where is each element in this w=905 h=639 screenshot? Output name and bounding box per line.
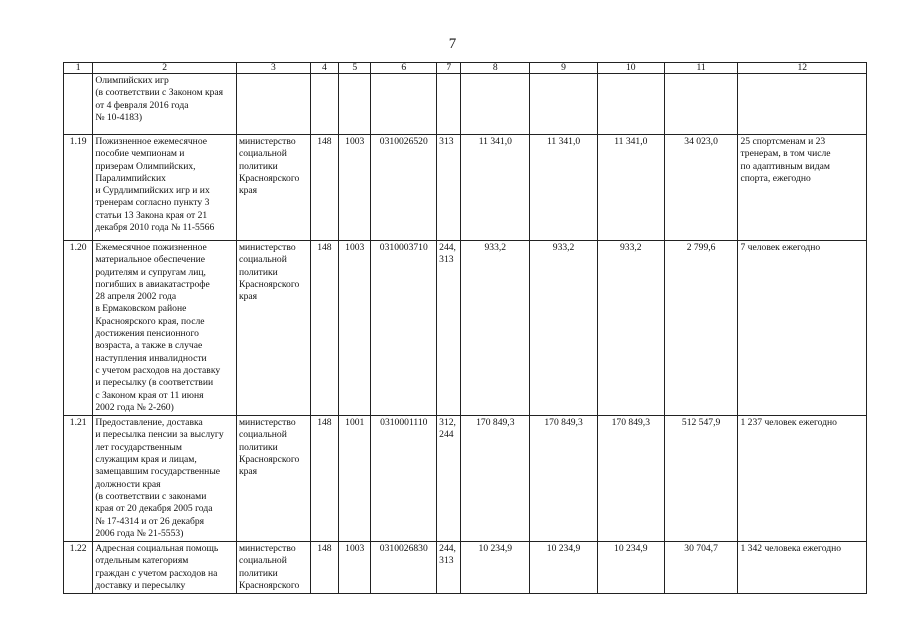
table-cell-ministry: министерство социальной политики Красноярского края [236, 135, 310, 241]
table-cell-name: Адресная социальная помощь отдельным категориям граждан с учетом расходов на доставку и пересылку [93, 542, 237, 594]
table-cell-c10: 170 849,3 [597, 416, 664, 542]
table-cell-c9: 933,2 [530, 241, 598, 416]
table-cell-name: Ежемесячное пожизненное материальное обеспечение родителям и супругам лиц, погибших в авиакатастрофе 28 апреля 2002 года в Ермаковском районе Красноярского края, после достижения пенсионного возраста, а также в случае наступления инвалидности с учетом расходов на доставку и пересылку (в соответствии с Законом края от 11 июня 2002 года № 2-260) [93, 241, 237, 416]
header-row [64, 63, 867, 74]
table-cell-c8: 11 341,0 [461, 135, 530, 241]
table-cell-c10: 11 341,0 [597, 135, 664, 241]
table-cell-no: 1.21 [64, 416, 93, 542]
header-cell: 2 [93, 63, 237, 74]
table-cell-c5: 1003 [339, 241, 371, 416]
table-cell-c6: 0310003710 [371, 241, 437, 416]
table-cell-c12: 7 человек ежегодно [738, 241, 867, 416]
program-table [63, 62, 867, 594]
page-number: 7 [448, 36, 457, 52]
table-cell-c8 [461, 74, 530, 135]
table-cell-ministry: министерство социальной политики Красноярского края [236, 416, 310, 542]
table-cell-c7 [437, 74, 461, 135]
table-cell-no [64, 74, 93, 135]
table-cell-c11: 34 023,0 [664, 135, 738, 241]
table-cell-c4: 148 [310, 542, 338, 594]
header-cell: 6 [371, 63, 437, 74]
table-cell-c9: 170 849,3 [530, 416, 598, 542]
table-cell-c9 [530, 74, 598, 135]
table-cell-no: 1.20 [64, 241, 93, 416]
table-row [64, 135, 867, 241]
table-cell-name: Олимпийских игр (в соответствии с Законом края от 4 февраля 2016 года № 10-4183) [93, 74, 237, 135]
table-cell-c10: 10 234,9 [597, 542, 664, 594]
table-cell-c4: 148 [310, 135, 338, 241]
table-cell-c12 [738, 74, 867, 135]
header-cell: 11 [664, 63, 738, 74]
table-cell-c4: 148 [310, 416, 338, 542]
table-row [64, 542, 867, 594]
header-cell: 5 [339, 63, 371, 74]
table-cell-c5 [339, 74, 371, 135]
table-row [64, 416, 867, 542]
table-cell-c7: 244, 313 [437, 241, 461, 416]
table-cell-c4 [310, 74, 338, 135]
table-cell-ministry: министерство социальной политики Красноярского [236, 542, 310, 594]
table-cell-name: Предоставление, доставка и пересылка пенсии за выслугу лет государственным служащим края и лицам, замещавшим государственные должности края (в соответствии с законами края от 20 декабря 2005 года № 17-4314 и от 26 декабря 2006 года № 21-5553) [93, 416, 237, 542]
table-cell-c5: 1003 [339, 135, 371, 241]
table-row [64, 74, 867, 135]
table-cell-c5: 1001 [339, 416, 371, 542]
table-cell-c12: 1 237 человек ежегодно [738, 416, 867, 542]
header-cell: 9 [530, 63, 598, 74]
table-cell-c6: 0310026520 [371, 135, 437, 241]
table-cell-c6: 0310026830 [371, 542, 437, 594]
table-cell-c7: 313 [437, 135, 461, 241]
table-cell-c11: 30 704,7 [664, 542, 738, 594]
table-cell-c4: 148 [310, 241, 338, 416]
header-cell: 10 [597, 63, 664, 74]
table-cell-c11: 512 547,9 [664, 416, 738, 542]
header-cell: 4 [310, 63, 338, 74]
table-cell-c9: 10 234,9 [530, 542, 598, 594]
table-cell-c6: 0310001110 [371, 416, 437, 542]
table-cell-c9: 11 341,0 [530, 135, 598, 241]
table-cell-c12: 25 спортсменам и 23 тренерам, в том числе по адаптивным видам спорта, ежегодно [738, 135, 867, 241]
table-cell-c11 [664, 74, 738, 135]
header-cell: 1 [64, 63, 93, 74]
table-cell-c7: 244, 313 [437, 542, 461, 594]
table-cell-name: Пожизненное ежемесячное пособие чемпионам и призерам Олимпийских, Паралимпийских и Сурдлимпийских игр и их тренерам согласно пункту 3 статьи 13 Закона края от 21 декабря 2010 года № 11-5566 [93, 135, 237, 241]
header-cell: 8 [461, 63, 530, 74]
table-cell-c8: 170 849,3 [461, 416, 530, 542]
table-cell-c8: 10 234,9 [461, 542, 530, 594]
header-cell: 12 [738, 63, 867, 74]
table-cell-c10 [597, 74, 664, 135]
table-cell-c6 [371, 74, 437, 135]
table-cell-c11: 2 799,6 [664, 241, 738, 416]
table-cell-no: 1.22 [64, 542, 93, 594]
table-cell-c12: 1 342 человека ежегодно [738, 542, 867, 594]
table-cell-c7: 312, 244 [437, 416, 461, 542]
table-cell-c8: 933,2 [461, 241, 530, 416]
table-row [64, 241, 867, 416]
table-cell-ministry [236, 74, 310, 135]
table-cell-c5: 1003 [339, 542, 371, 594]
table-cell-ministry: министерство социальной политики Красноярского края [236, 241, 310, 416]
table-cell-c10: 933,2 [597, 241, 664, 416]
header-cell: 3 [236, 63, 310, 74]
header-cell: 7 [437, 63, 461, 74]
table-cell-no: 1.19 [64, 135, 93, 241]
